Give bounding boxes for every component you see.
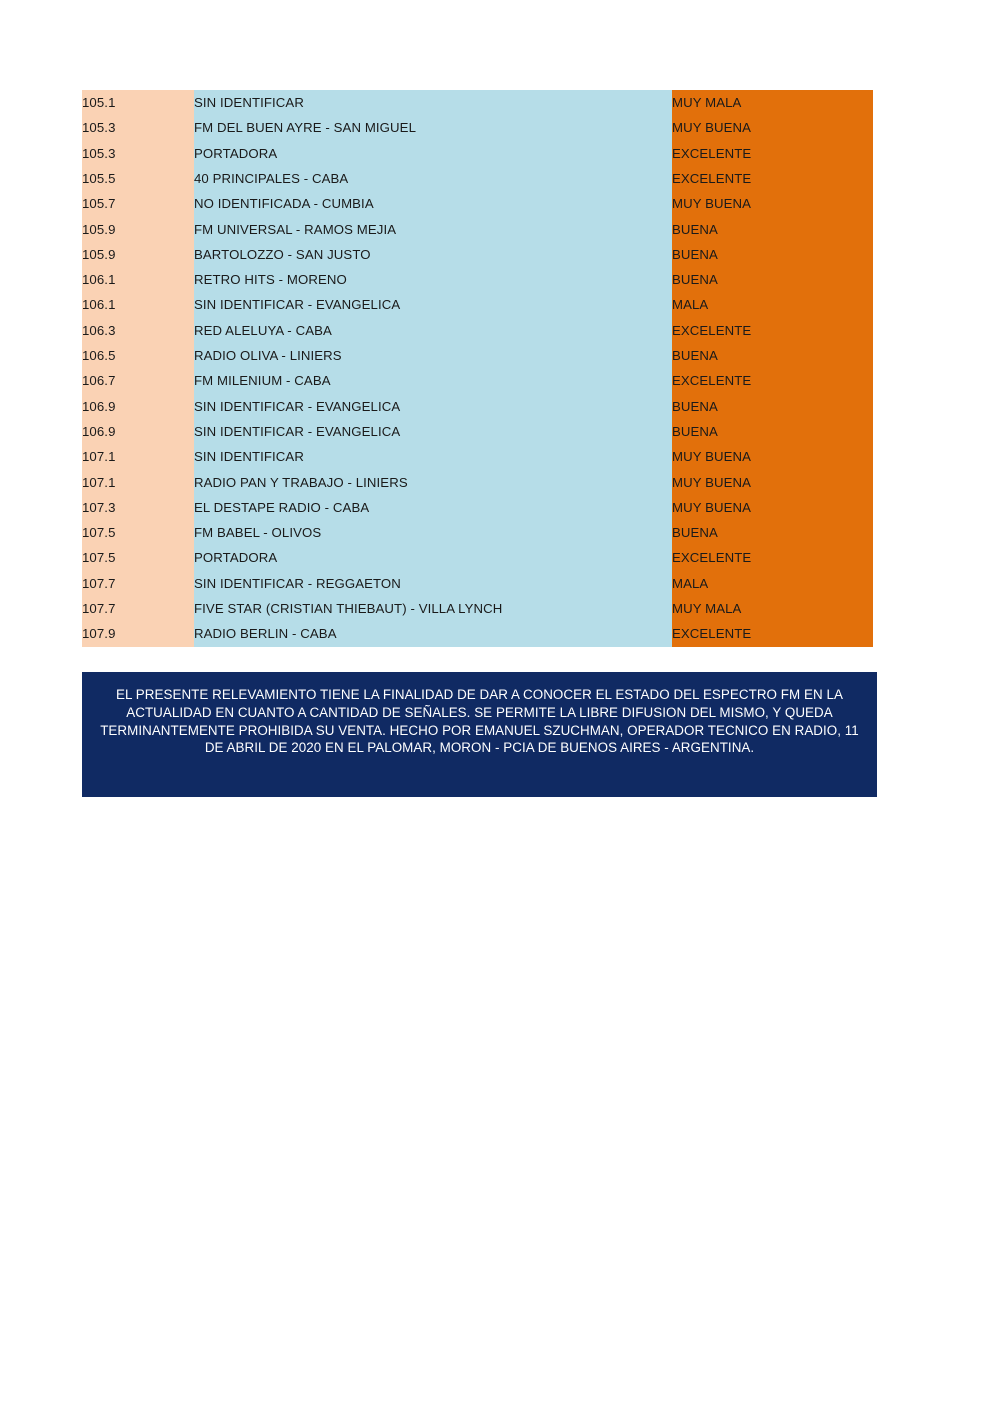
cell-quality: EXCELENTE	[672, 545, 873, 570]
table-row	[82, 318, 873, 343]
table-row	[82, 495, 873, 520]
cell-frequency: 107.1	[82, 469, 194, 494]
cell-frequency: 107.1	[82, 444, 194, 469]
cell-frequency: 106.5	[82, 343, 194, 368]
cell-frequency: 106.1	[82, 267, 194, 292]
cell-frequency: 106.3	[82, 318, 194, 343]
cell-quality: EXCELENTE	[672, 621, 873, 646]
cell-frequency: 105.9	[82, 216, 194, 241]
cell-quality: EXCELENTE	[672, 318, 873, 343]
cell-station: SIN IDENTIFICAR - EVANGELICA	[194, 419, 672, 444]
cell-quality: BUENA	[672, 267, 873, 292]
cell-station: RADIO BERLIN - CABA	[194, 621, 672, 646]
cell-station: SIN IDENTIFICAR - EVANGELICA	[194, 292, 672, 317]
table-row	[82, 115, 873, 140]
cell-station: FIVE STAR (CRISTIAN THIEBAUT) - VILLA LYNCH	[194, 596, 672, 621]
cell-frequency: 107.5	[82, 520, 194, 545]
cell-frequency: 105.7	[82, 191, 194, 216]
table-row	[82, 368, 873, 393]
cell-station: PORTADORA	[194, 545, 672, 570]
table-row	[82, 267, 873, 292]
table-row	[82, 520, 873, 545]
cell-quality: MUY BUENA	[672, 191, 873, 216]
table-row	[82, 141, 873, 166]
cell-frequency: 105.3	[82, 141, 194, 166]
cell-quality: EXCELENTE	[672, 166, 873, 191]
table-row	[82, 191, 873, 216]
cell-frequency: 106.1	[82, 292, 194, 317]
cell-station: FM DEL BUEN AYRE - SAN MIGUEL	[194, 115, 672, 140]
cell-frequency: 107.7	[82, 571, 194, 596]
cell-quality: MALA	[672, 571, 873, 596]
cell-quality: MUY BUENA	[672, 115, 873, 140]
cell-frequency: 107.9	[82, 621, 194, 646]
cell-frequency: 105.5	[82, 166, 194, 191]
table-row	[82, 394, 873, 419]
cell-station: BARTOLOZZO - SAN JUSTO	[194, 242, 672, 267]
cell-frequency: 107.3	[82, 495, 194, 520]
table-row	[82, 292, 873, 317]
table-row	[82, 621, 873, 646]
table-row	[82, 545, 873, 570]
table-row	[82, 343, 873, 368]
cell-frequency: 105.3	[82, 115, 194, 140]
cell-quality: BUENA	[672, 394, 873, 419]
fm-spectrum-table-body	[82, 90, 873, 647]
cell-quality: MUY BUENA	[672, 444, 873, 469]
cell-quality: MUY MALA	[672, 90, 873, 115]
cell-quality: MUY BUENA	[672, 469, 873, 494]
cell-quality: EXCELENTE	[672, 141, 873, 166]
cell-frequency: 106.9	[82, 419, 194, 444]
cell-station: RADIO PAN Y TRABAJO - LINIERS	[194, 469, 672, 494]
cell-quality: MUY BUENA	[672, 495, 873, 520]
cell-frequency: 107.5	[82, 545, 194, 570]
disclaimer-note-block	[82, 672, 877, 797]
cell-station: FM BABEL - OLIVOS	[194, 520, 672, 545]
table-row	[82, 216, 873, 241]
fm-spectrum-table	[82, 90, 873, 647]
cell-station: FM MILENIUM - CABA	[194, 368, 672, 393]
cell-station: SIN IDENTIFICAR	[194, 444, 672, 469]
cell-station: EL DESTAPE RADIO - CABA	[194, 495, 672, 520]
cell-quality: BUENA	[672, 242, 873, 267]
table-row	[82, 419, 873, 444]
cell-quality: BUENA	[672, 343, 873, 368]
cell-station: FM UNIVERSAL - RAMOS MEJIA	[194, 216, 672, 241]
cell-station: SIN IDENTIFICAR - REGGAETON	[194, 571, 672, 596]
cell-station: RED ALELUYA - CABA	[194, 318, 672, 343]
cell-quality: MALA	[672, 292, 873, 317]
cell-station: NO IDENTIFICADA - CUMBIA	[194, 191, 672, 216]
disclaimer-note-text: EL PRESENTE RELEVAMIENTO TIENE LA FINALIDAD DE DAR A CONOCER EL ESTADO DEL ESPECTRO FM EN LA ACTUALIDAD EN CUANTO A CANTIDAD DE SEÑALES. SE PERMITE LA LIBRE DIFUSION DEL MISMO, Y QUEDA TERMINANTEMENTE PROHIBIDA SU VENTA. HECHO POR EMANUEL SZUCHMAN, OPERADOR TECNICO EN RADIO, 11 DE ABRIL DE 2020 EN EL PALOMAR, MORON - PCIA DE BUENOS AIRES - ARGENTINA.	[100, 687, 859, 756]
cell-frequency: 105.1	[82, 90, 194, 115]
cell-quality: BUENA	[672, 520, 873, 545]
cell-quality: BUENA	[672, 216, 873, 241]
table-row	[82, 242, 873, 267]
cell-quality: BUENA	[672, 419, 873, 444]
cell-frequency: 106.9	[82, 394, 194, 419]
cell-station: SIN IDENTIFICAR - EVANGELICA	[194, 394, 672, 419]
table-row	[82, 469, 873, 494]
cell-frequency: 106.7	[82, 368, 194, 393]
cell-station: PORTADORA	[194, 141, 672, 166]
cell-frequency: 105.9	[82, 242, 194, 267]
cell-quality: EXCELENTE	[672, 368, 873, 393]
table-row	[82, 571, 873, 596]
cell-station: SIN IDENTIFICAR	[194, 90, 672, 115]
table-row	[82, 444, 873, 469]
cell-station: 40 PRINCIPALES - CABA	[194, 166, 672, 191]
cell-frequency: 107.7	[82, 596, 194, 621]
cell-station: RETRO HITS - MORENO	[194, 267, 672, 292]
cell-station: RADIO OLIVA - LINIERS	[194, 343, 672, 368]
table-row	[82, 166, 873, 191]
cell-quality: MUY MALA	[672, 596, 873, 621]
table-row	[82, 596, 873, 621]
table-row	[82, 90, 873, 115]
